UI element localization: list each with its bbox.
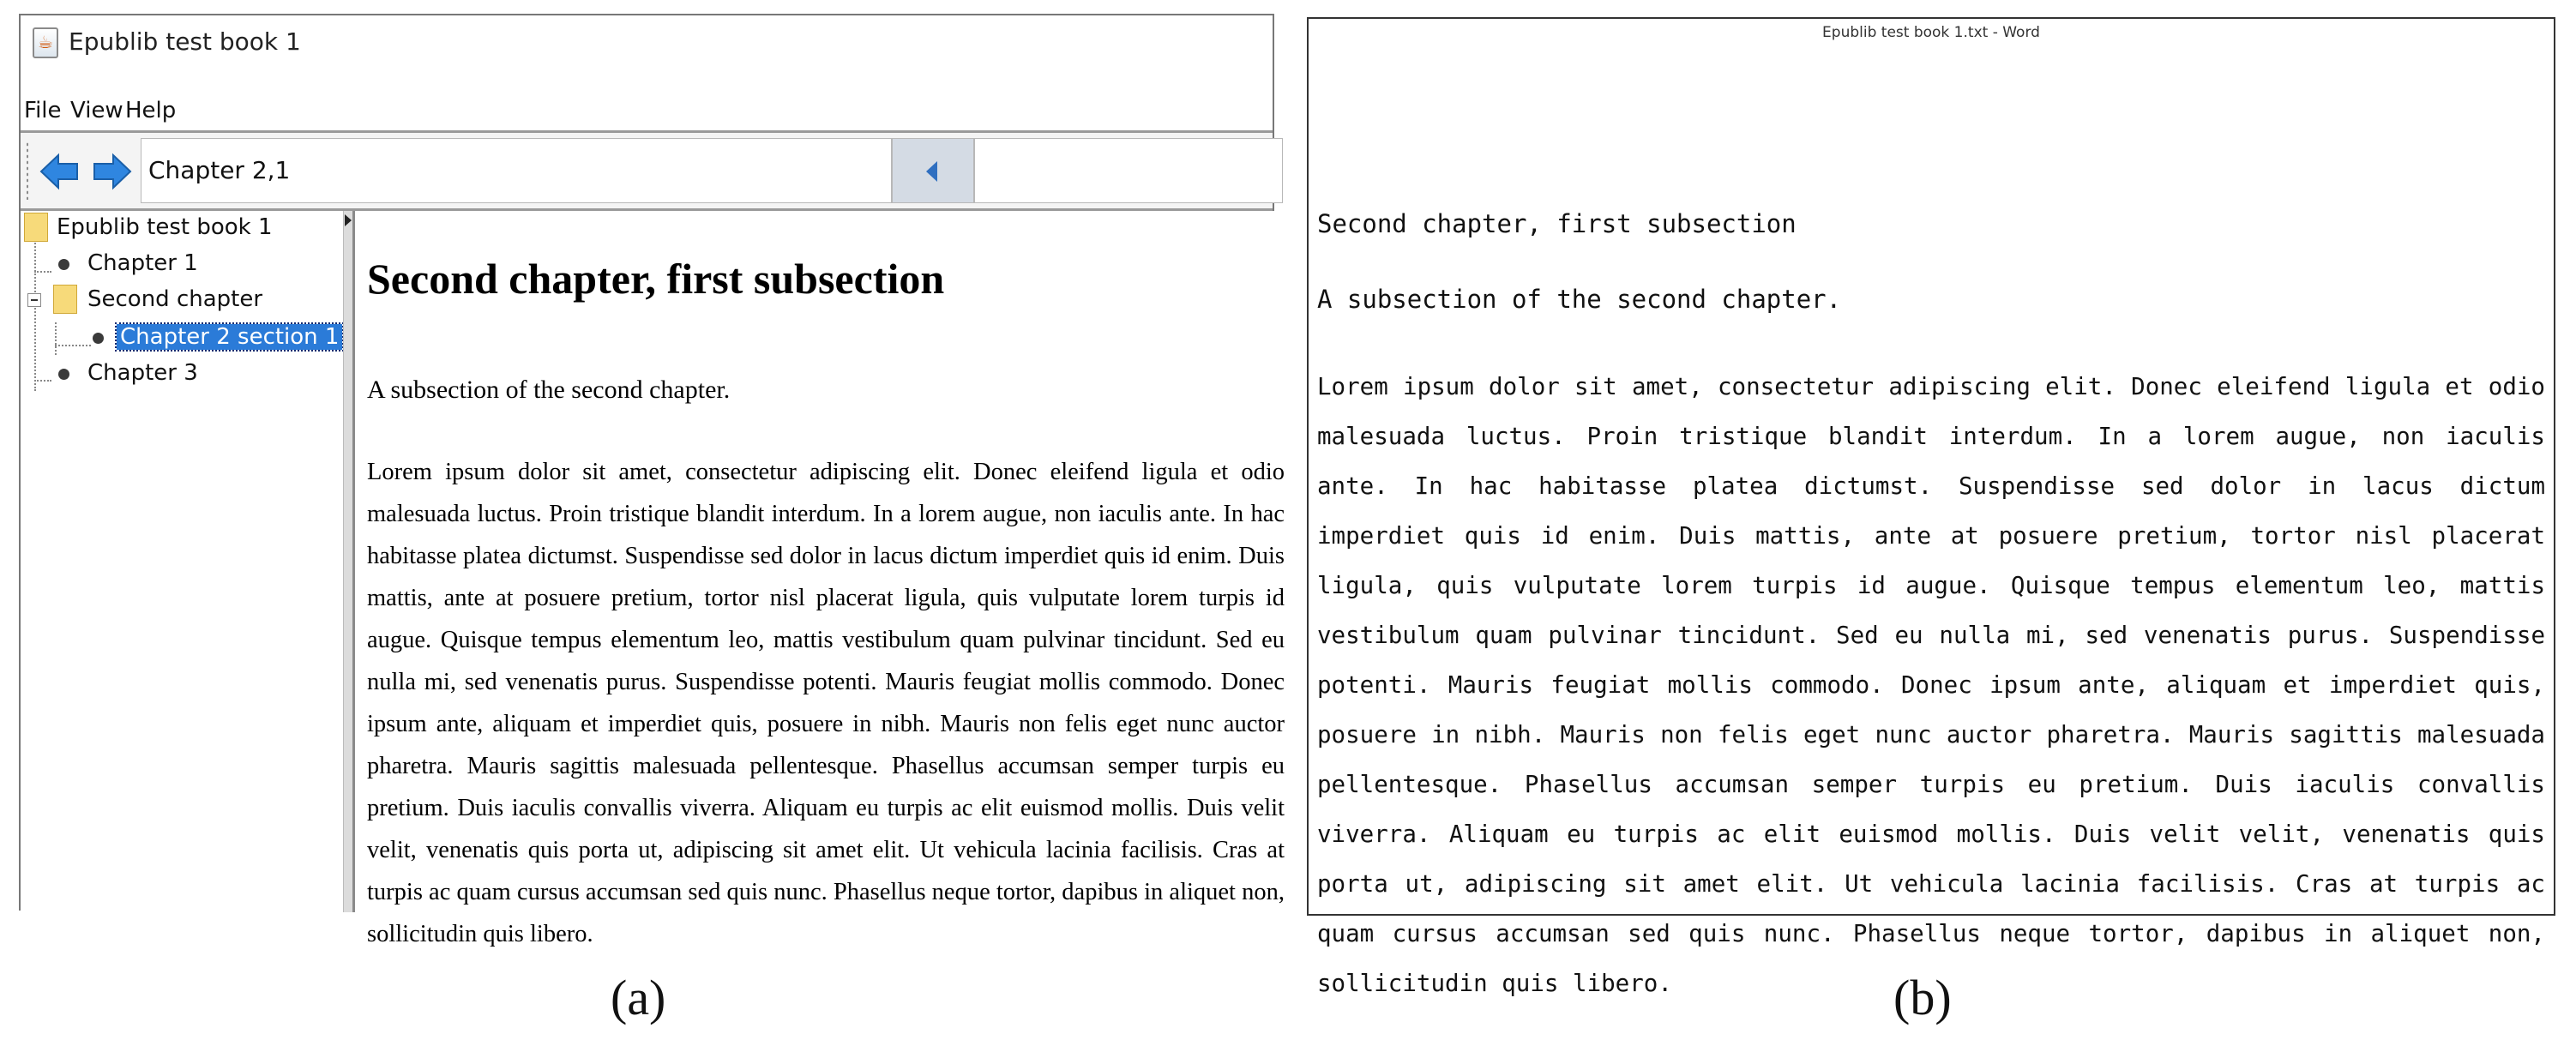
tree-node-second-chapter[interactable] [21,283,338,317]
splitter-arrow-icon[interactable] [345,214,352,226]
menu-view[interactable]: View [70,98,123,123]
document-line-heading: Second chapter, first subsection [1317,209,1797,238]
collapse-toggle-icon[interactable] [27,293,41,307]
collapse-button[interactable] [892,138,974,203]
leaf-dot-icon [58,259,69,270]
toolbar-grip[interactable] [26,141,29,200]
tree-node-book[interactable] [21,211,338,245]
window-title: Epublib test book 1 [69,27,301,56]
tree-node-label-selected: Chapter 2 section 1 [117,324,342,350]
menu-file[interactable]: File [24,98,62,123]
toolbar-empty-panel [974,138,1283,203]
folder-icon [53,285,77,314]
leaf-dot-icon [93,333,104,344]
window-title: Epublib test book 1.txt - Word [1822,24,2040,41]
tree-node-label: Chapter 3 [87,360,198,386]
epublib-viewer-window [19,14,1285,947]
document-body-text: Lorem ipsum dolor sit amet, consectetur adipiscing elit. Donec eleifend ligula et odio malesuada luctus. Proin tristique blandit interdum. In a lorem augue, non iaculis ante. In hac habitasse platea dictumst. Suspendisse sed dolor in lacus dictum imperdiet quis id enim. Duis mattis, ante at posuere pretium, tortor nisl placerat ligula, quis vulputate lorem turpis id augue. Quisque tempus elementum leo, mattis vestibulum quam pulvinar tincidunt. Sed eu nulla mi, sed venenatis purus. Suspendisse potenti. Mauris feugiat mollis commodo. Donec ipsum ante, aliquam et imperdiet quis, posuere in nibh. Mauris non felis eget nunc auctor pharetra. Mauris sagittis malesuada pellentesque. Phasellus accumsan semper turpis eu pretium. Duis iaculis convallis viverra. Aliquam eu turpis ac elit euismod mollis. Duis velit velit, venenatis quis porta ut, adipiscing sit amet elit. Ut vehicula lacinia facilisis. Cras at turpis ac quam cursus accumsan sed quis nunc. Phasellus neque tortor, dapibus in aliquet non, sollicitudin quis libero. [1317,373,2545,997]
title-bar [21,15,1273,73]
leaf-dot-icon [58,369,69,380]
tree-node-chapter-3[interactable] [21,357,338,391]
caption-a: (a) [611,970,666,1025]
triangle-left-icon [924,159,941,183]
java-app-icon: ☕ [33,27,58,58]
menu-help[interactable]: Help [125,98,177,123]
caption-b: (b) [1893,970,1952,1025]
folder-icon [24,213,48,242]
location-field[interactable]: Chapter 2,1 [141,138,892,203]
chapter-heading: Second chapter, first subsection [367,255,945,303]
word-document-window [1307,17,2555,997]
chapter-body-text: Lorem ipsum dolor sit amet, consectetur adipiscing elit. Donec eleifend ligula et odio malesuada luctus. Proin tristique blandit interdum. In a lorem augue, non iaculis ante. In hac habitasse platea dictumst. Suspendisse sed dolor in lacus dictum imperdiet quis id enim. Duis mattis, ante at posuere pretium, tortor nisl placerat ligula, quis vulputate lorem turpis id augue. Quisque tempus elementum leo, mattis vestibulum quam pulvinar tincidunt. Sed eu nulla mi, sed venenatis purus. Suspendisse potenti. Mauris feugiat mollis commodo. Donec ipsum ante, aliquam et imperdiet quis, posuere in nibh. Mauris non felis eget nunc auctor pharetra. Mauris sagittis malesuada pellentesque. Phasellus accumsan semper turpis eu pretium. Duis iaculis convallis viverra. Aliquam eu turpis ac elit euismod mollis. Duis velit velit, venenatis quis porta ut, adipiscing sit amet elit. Ut vehicula lacinia facilisis. Cras at turpis ac quam cursus accumsan sed quis nunc. Phasellus neque tortor, dapibus in aliquet non, sollicitudin quis libero. [367,459,1285,947]
tree-node-chapter-2-section-1[interactable] [21,321,338,355]
toolbar [21,133,1273,211]
book-content-pane [355,211,1285,947]
menu-bar [21,72,1273,133]
pane-splitter[interactable] [343,211,355,912]
tree-node-chapter-1[interactable] [21,247,338,281]
back-arrow-icon[interactable] [39,152,79,191]
forward-arrow-icon[interactable] [93,152,132,191]
tree-node-label: Epublib test book 1 [57,214,273,240]
document-line-subtitle: A subsection of the second chapter. [1317,285,1842,314]
chapter-subtitle: A subsection of the second chapter. [367,376,731,404]
table-of-contents-tree [21,211,344,912]
tree-node-label: Second chapter [87,286,263,312]
tree-node-label: Chapter 1 [87,250,198,276]
